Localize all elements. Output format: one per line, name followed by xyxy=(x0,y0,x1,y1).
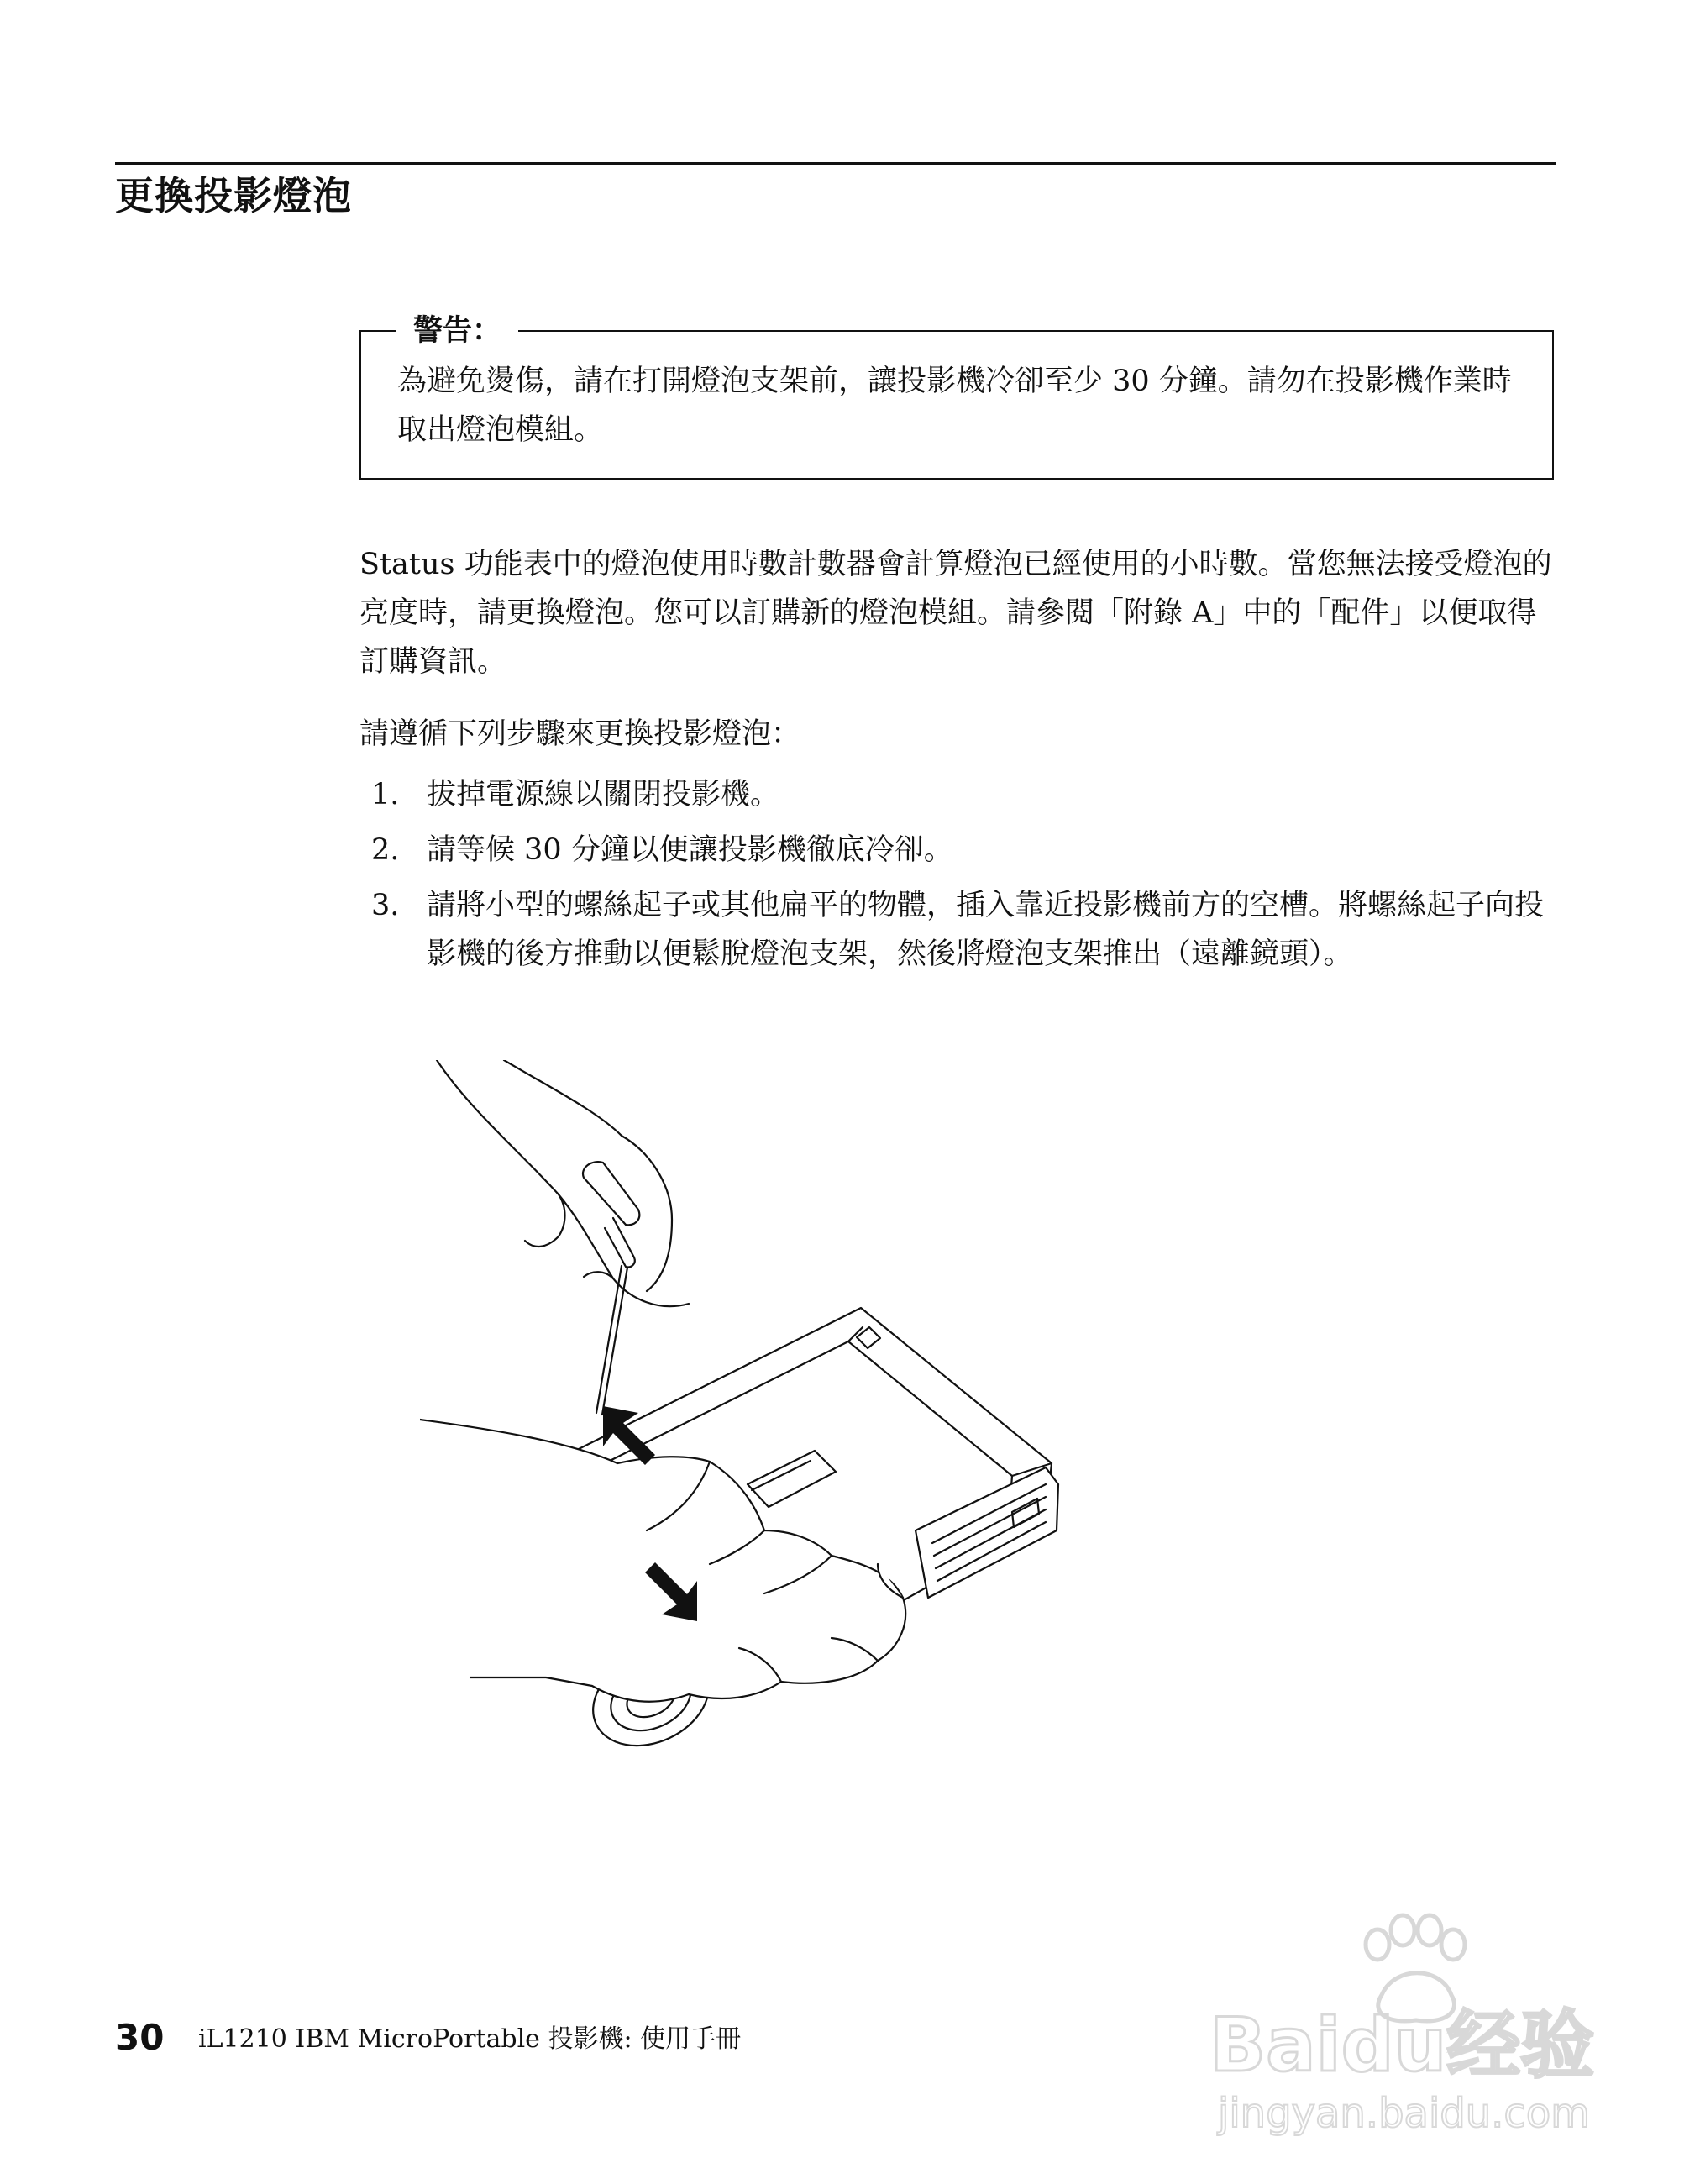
top-rule xyxy=(115,162,1556,165)
step-text: 拔掉電源線以關閉投影機。 xyxy=(427,778,780,811)
warning-label: 警告： xyxy=(396,312,518,350)
step-text: 請等候 30 分鐘以便讓投影機徹底冷卻。 xyxy=(427,833,953,867)
page-number: 30 xyxy=(115,2017,165,2058)
step-number: 1. xyxy=(371,778,400,811)
svg-text:Baidu经验: Baidu经验 xyxy=(1209,2002,1595,2088)
step-text: 請將小型的螺絲起子或其他扁平的物體，插入靠近投影機前方的空槽。將螺絲起子向投影機的後方推動以便鬆脫燈泡支架，然後將燈泡支架推出（遠離鏡頭）。 xyxy=(427,889,1545,971)
lamp-removal-illustration xyxy=(420,1060,1176,1816)
step-3 xyxy=(359,881,1556,979)
step-1 xyxy=(359,770,1556,819)
baidu-watermark-logo xyxy=(1201,1907,1629,2142)
warning-text: 為避免燙傷，請在打開燈泡支架前，讓投影機冷卻至少 30 分鐘。請勿在投影機作業時取出燈泡模組。 xyxy=(397,365,1512,447)
step-number: 2. xyxy=(371,833,400,867)
footer-title: iL1210 IBM MicroPortable 投影機: 使用手冊 xyxy=(198,2024,742,2054)
steps-intro: 請遵循下列步驟來更換投影燈泡： xyxy=(359,717,801,751)
step-number: 3. xyxy=(371,889,400,922)
steps-list xyxy=(359,770,1556,985)
page-title: 更換投影燈泡 xyxy=(115,173,352,218)
status-paragraph: Status 功能表中的燈泡使用時數計數器會計算燈泡已經使用的小時數。當您無法接受燈泡的亮度時，請更換燈泡。您可以訂購新的燈泡模組。請參閱「附錄 A」中的「配件」以便取得訂購資訊。 xyxy=(359,548,1552,679)
step-2 xyxy=(359,826,1556,874)
upper-hand xyxy=(437,1060,689,1306)
svg-text:jingyan.baidu.com: jingyan.baidu.com xyxy=(1218,2090,1590,2137)
